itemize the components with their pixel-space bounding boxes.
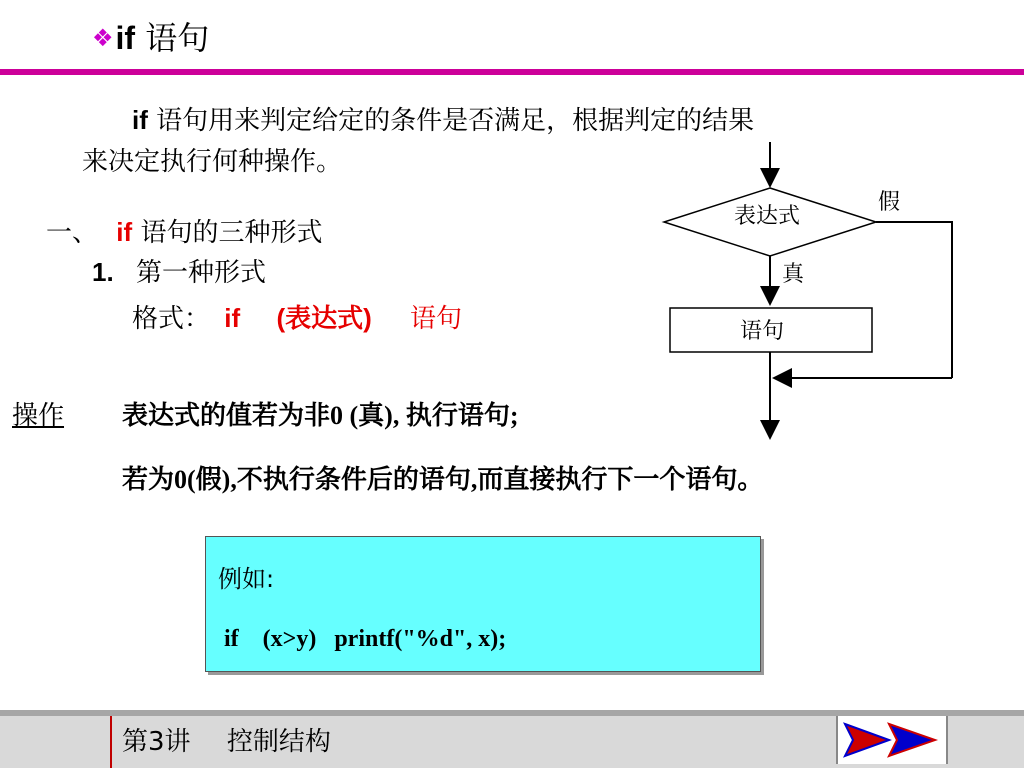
- diamond-bullet-icon: ❖: [92, 24, 114, 52]
- intro-line-1: [132, 100, 754, 141]
- section-title: 语句的三种形式: [140, 218, 323, 248]
- operation-label: 操作: [12, 401, 65, 431]
- slide-title: [92, 14, 209, 62]
- title-keyword: if: [115, 20, 136, 56]
- footer-topic: 控制结构: [226, 727, 331, 757]
- footer-lecture: 第3讲: [122, 727, 191, 757]
- intro-keyword: if: [132, 105, 148, 135]
- title-text: 语句: [145, 19, 210, 57]
- operation-line-1: 表达式的值若为非0 (真), 执行语句;: [122, 401, 519, 430]
- format-statement: 语句: [410, 304, 463, 334]
- subsection-number: 1.: [92, 257, 114, 287]
- next-slide-button[interactable]: [836, 716, 948, 764]
- format-line: [132, 298, 462, 339]
- double-arrow-right-icon: [839, 718, 947, 762]
- section-keyword: if: [116, 217, 133, 247]
- format-label: 格式：: [132, 304, 211, 334]
- statement-label: 语句: [740, 319, 785, 344]
- subsection-heading: [92, 252, 266, 293]
- section-prefix: 一、: [46, 218, 99, 248]
- format-expression: (表达式): [276, 303, 372, 333]
- false-path: [876, 222, 952, 378]
- subsection-title: 第一种形式: [135, 258, 266, 288]
- false-label: 假: [878, 190, 901, 215]
- if-flowchart: [640, 140, 980, 440]
- title-divider: [0, 69, 1024, 75]
- example-box: [205, 536, 761, 672]
- decision-label: 表达式: [734, 204, 801, 229]
- section-heading: [46, 212, 322, 253]
- intro-line-2: 来决定执行何种操作。: [82, 147, 343, 177]
- example-code: if (x>y) printf("%d", x);: [224, 626, 507, 652]
- operation-line-2: 若为0(假),不执行条件后的语句,而直接执行下一个语句。: [122, 465, 764, 494]
- intro-text-1: 语句用来判定给定的条件是否满足，根据判定的结果: [156, 106, 755, 136]
- footer-divider: [110, 716, 112, 768]
- example-heading: 例如:: [218, 565, 275, 593]
- format-if: if: [224, 303, 241, 333]
- footer-title: [122, 722, 331, 762]
- true-label: 真: [782, 262, 805, 287]
